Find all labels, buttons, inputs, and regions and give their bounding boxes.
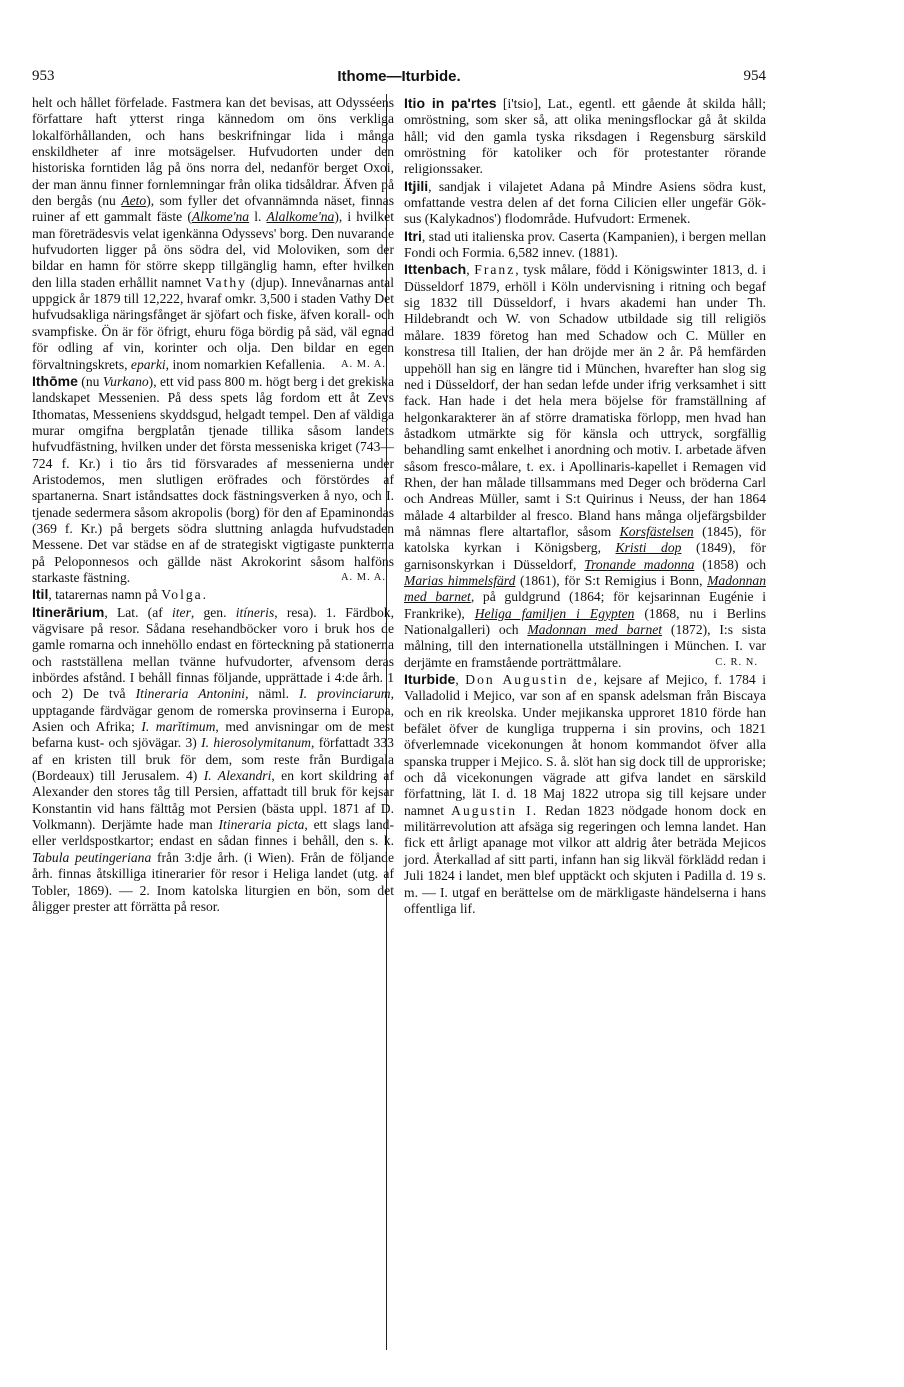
headword: Itil bbox=[32, 586, 49, 603]
running-head: Ithome—Iturbide. bbox=[337, 68, 461, 85]
headword: Itio in pa'rtes bbox=[404, 95, 497, 111]
entry-ithaka-continued: helt och hållet förfelade. Fastmera kan det bevisas, att Odysséens författare haft ytterst ringa kännedom om öns verkliga lokalförhållanden, och hans beskrifningar lida i många enskildheter af inre motsägelser. Hufvudorten under den historiska forntiden låg på öns norra del, nedanför berget Oxoi, der man ännu finner fornlemningar från olika tidsåldrar. Äfven på den bergås (nu Aeto), som fyller det ofvannämnda näset, finnas ruiner af ett gammalt fäste (Alkome'na l. Alalkome'na), i hvilket man företrädesvis velat igenkänna Odyssevs' borg. Den nuvarande hufvudorten ligger på öns södra del, vid Moloviken, som der bildar en hamn för större skepp tillgänglig hamn, efter hvilken den lilla staden erhållit namnet Vathy (djup). Innevånarnas antal uppgick år 1879 till 12,222, hvaraf omkr. 3,500 i staden Vathy Det hufvudsakliga näringsfånget är sjöfart och fiske, äfven korall- och svampfiske. Ön är för öfrigt, ehuru föga bördig på säd, väl egnad för odling af vin, korinter och olja. Den bildar en egen förvaltningskrets, eparki, inom nomarkien Kefallenia. A. M. A. bbox=[32, 95, 394, 372]
headword: Ithōme bbox=[32, 372, 78, 389]
entry-ithome: Ithōme (nu Vurkano), ett vid pass 800 m. högt berg i det grekiska landskapet Messenien. På dess spets låg fordom ett åt Zevs Ithomatas, Messeniens skyddsgud, helgadt tempel. Den af väldiga murar omgifna bergplatån tjenade tillika såsom landets hufvudfästning, hvilken under det första messeniska kriget (743—724 f. Kr.) i tio års tid försvarades af messenierna under Aristodemos, men slutligen eröfrades och förstördes af spartanerna. Snart iståndsattes dock fästningsverken å nyo, och I. tjenade sedermera såsom akropolis (borg) för den af Epaminondas (369 f. Kr.) på bergets södra sluttning anlagda hufvudstaden Messene. Det var städse en af de strategiskt vigtigaste punkterna på Peloponnesos och gällde näst Akrokorint såsom halföns starkaste fästning. A. M. A. bbox=[32, 372, 395, 585]
page-number-left: 953 bbox=[32, 68, 55, 84]
entry-itjili: Itjili, sandjak i vilajetet Adana på Mindre Asiens södra kust, omfattande vestra delen af det forna Cilicien eller ungefär Gök-sus (Kalykadnos') flodområde. Hufvudort: Ermenek. bbox=[404, 177, 766, 227]
page-number-right: 954 bbox=[743, 68, 766, 84]
entry-itil: Itil, tatarernas namn på Volga. bbox=[32, 586, 207, 603]
right-column bbox=[404, 95, 766, 917]
entry-iturbide: Iturbide, Don Augustin de, kejsare af Mejico, f. 1784 i Valladolid i Mejico, var son af en spansk adelsman från Biscaya och en rik kreolska. Under mejikanska upproret 1810 förde han befälet öfver de kungliga trupperna i sin provins, och 1821 öfverlemnade vicekonungen åt honom kommandot öfver alla spanska trupper i Mejico. S. å. slöt han sig dock till de upproriske; och då vicekonungen vägrade att gifva landet en särskild författning, lät I. d. 18 Maj 1822 utropa sig till kejsare under namnet Augustin I. Redan 1823 nödgade honom dock en militärrevolution att afsäga sig regeringen och lemna landet. Han fick ett årligt apanage mot vilkor att aldrig åter beträda Mejicos jord. Återkallad af sitt parti, infann han sig likväl förklädd redan i Juli 1824 i landet, men blef upptäckt och skjuten i Padilla d. 19 s. m. — I. utgaf en berättelse om de märkligaste händelserna i hans offentliga lif. bbox=[404, 671, 767, 916]
entry-itio-in-partes: Itio in pa'rtes [i'tsio], Lat., egentl. ett gående åt skilda håll; omröstning, som sker så, att olika meningsflockar gå åt skilda håll; vid den gamla tyska riksdagen i Regensburg särskild omröstning för katoliker och för protestanter rörande religionssaker. bbox=[404, 95, 766, 177]
entry-itinerarium: Itinerārium, Lat. (af iter, gen. itíneris, resa). 1. Färdbok, vägvisare på resor. Sådana resehandböcker voro i bruk hos de gamle romarna och innehöllo endast en förteckning på stationerna och rastställena mellan tvänne hufvudorter, afvensom deras inbördes afstånd. I behåll finnas följande, upprättade i 4:de årh. 1 och 2) De två Itineraria Antonini, näml. I. provinciarum, upptagande färdvägar genom de romerska provinserna i Europa, Asien och Afrika; I. marĭtimum, med anvisningar om de mest befarna kust- och sjövägar. 3) I. hierosolymitanum, författadt 333 af en kristen till bruk för dem, som reste från Burdigala (Bordeaux) till Jerusalem. 4) I. Alexandri, en kort skildring af Alexander den stores tåg till Persien, affattadt till bruk för kejsar Konstantin vid hans fälttåg mot Persien (bästa uppl. 1871 af D. Volkmann). Derjämte hade man Itineraria picta, ett slags land- eller verldspostkartor; endast en sådan finnes i behåll, den s. k. Tabula peutingeriana från 3:dje årh. (i Wien). Från de följande årh. finnas åtskilliga itinerarier för resor i Heliga landet (utg. af Tobler, 1869). — 2. Inom katolska liturgien en bön, som det åligger prester att förrätta på resor. bbox=[32, 603, 394, 914]
headword: Itri bbox=[404, 227, 422, 244]
headword: Itjili bbox=[404, 177, 429, 194]
headword: Itinerārium bbox=[32, 603, 105, 620]
left-column bbox=[32, 95, 394, 915]
headword: Ittenbach bbox=[404, 261, 467, 278]
page-header bbox=[32, 68, 766, 88]
entry-ittenbach: Ittenbach, Franz, tysk målare, född i Königswinter 1813, d. i Düsseldorf 1879, erhöll i Köln undervisning i ritning och begaf sig 1832 till Düsseldorf, i hvars akademi han under Th. Hildebrandt och W. von Schadow utbildade sig till religiös målare. 1839 företog han med Schadow och C. Müller en konstresa till Italien, der han dröjde mer än 2 år. På hemfärden uppehöll han sig en längre tid i München, hvarefter han slog sig ned i Düsseldorf, der han sedan lefde under ifrig verksamhet i sitt fack. Han hade i det hela mera böjelse för framställning af helgonkarakterer än af större dramatiska förlopp, men hvad han åstadkom utmärkte sig för känsla och uttryck, sorgfällig behandling samt enkelhet i anordning och motiv. I. arbetade äfven såsom fresco-målare, t. ex. i Apollinaris-kapellet i Remagen vid Rhen, der han målade tillsammans med Deger och bröderna Carl och Andreas Müller, samt i S:t Quirinus i Neuss, der han 1864 målade 4 altarbilder al fresco. Bland hans många oljefärgsbilder må nämnas flere altartaflor, såsom Korsfästelsen (1845), för katolska kyrkan i Königsberg, Kristi dop (1849), för garnisonskyrkan i Düsseldorf, Tronande madonna (1858) och Marias himmelsfärd (1861), för S:t Remigius i Bonn, Madonnan med barnet, på guldgrund (1864; för kejsarinnan Eugénie i Frankrike), Heliga familjen i Egypten (1868, nu i Berlins Nationalgalleri) och Madonnan med barnet (1872), I:s sista målning, till den internationella utställningen i München. I. var derjämte en framstående porträttmålare. C. R. N. bbox=[404, 261, 767, 670]
author-signature: A. M. A. bbox=[340, 571, 386, 583]
author-signature: A. M. A. bbox=[340, 358, 386, 370]
entry-itri: Itri, stad uti italienska prov. Caserta (Kampanien), i bergen mellan Fondi och Formia. 6,582 innev. (1881). bbox=[404, 227, 766, 261]
author-signature: C. R. N. bbox=[715, 656, 758, 668]
headword: Iturbide bbox=[404, 671, 456, 688]
